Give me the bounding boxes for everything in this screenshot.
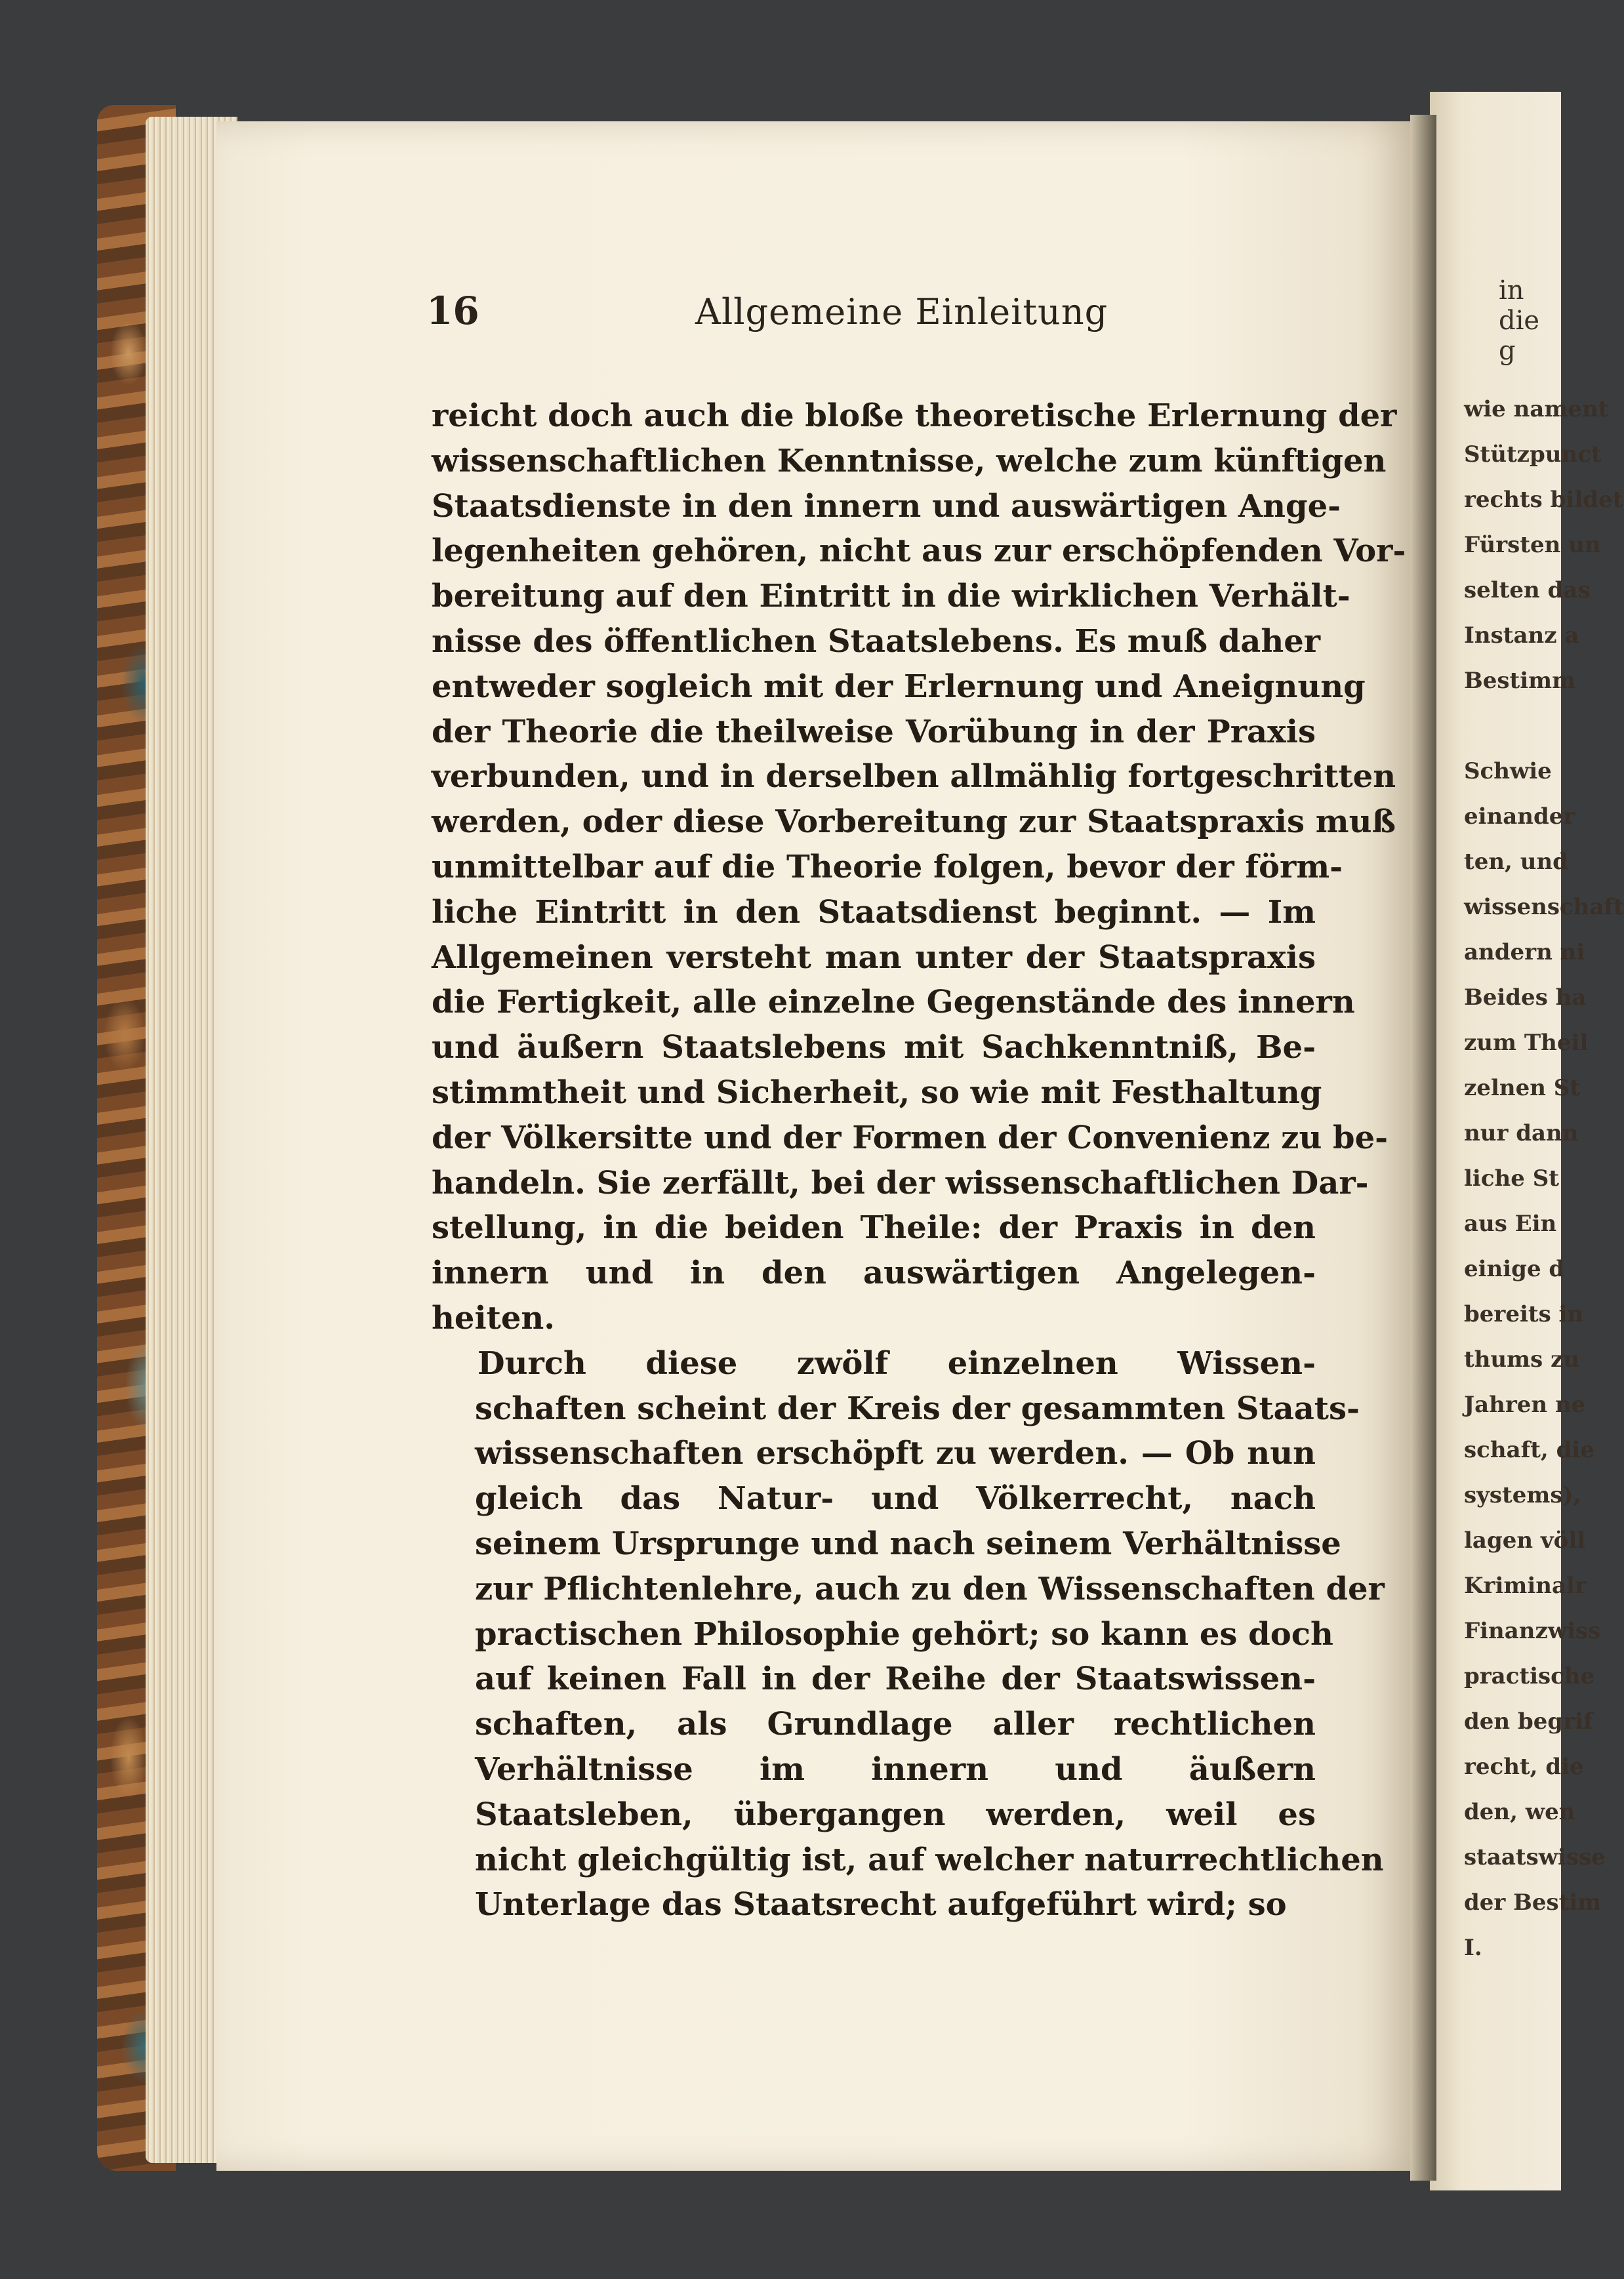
text-line: Allgemeinen versteht man unter der Staatspraxis xyxy=(432,938,1316,976)
text-line: schaften scheint der Kreis der gesammten Staats- xyxy=(475,1390,1360,1427)
text-line: legenheiten gehören, nicht aus zur erschöpfenden Vor- xyxy=(432,533,1406,570)
text-line: stimmtheit und Sicherheit, so wie mit Festhaltung xyxy=(432,1074,1322,1111)
facing-line: Schwie xyxy=(1464,758,1552,784)
facing-line: Finanzwiss xyxy=(1464,1618,1601,1644)
facing-line: practische xyxy=(1464,1663,1595,1689)
facing-line: Beides ha xyxy=(1464,984,1587,1011)
facing-line: nur dann xyxy=(1464,1120,1579,1146)
text-line: Unterlage das Staatsrecht aufgeführt wird; so xyxy=(475,1886,1287,1924)
text-line: entweder sogleich mit der Erlernung und Aneignung xyxy=(432,668,1366,705)
text-line: handeln. Sie zerfällt, bei der wissenschaftlichen Dar- xyxy=(432,1164,1369,1201)
facing-line: einige d xyxy=(1464,1256,1565,1282)
facing-line: Jahren ne xyxy=(1464,1392,1586,1418)
text-line: auf keinen Fall in der Reihe der Staatswissen- xyxy=(475,1661,1316,1698)
text-line: nisse des öffentlichen Staatslebens. Es muß daher xyxy=(432,622,1321,660)
page-header xyxy=(426,289,1345,341)
text-line: nicht gleichgültig ist, auf welcher naturrechtlichen xyxy=(475,1841,1384,1878)
text-line: innern und in den auswärtigen Angelegen- xyxy=(432,1255,1316,1292)
facing-line: I. xyxy=(1464,1935,1482,1961)
facing-line: bereits in xyxy=(1464,1301,1584,1327)
text-line: zur Pflichtenlehre, auch zu den Wissenschaften der xyxy=(475,1570,1385,1607)
facing-line: Stützpunct xyxy=(1464,441,1602,468)
page-number: 16 xyxy=(426,289,479,333)
facing-line: Fürsten un xyxy=(1464,532,1601,558)
facing-line: einander xyxy=(1464,803,1575,830)
text-line: wissenschaftlichen Kenntnisse, welche zum künftigen xyxy=(432,442,1387,479)
facing-line: liche St xyxy=(1464,1165,1559,1192)
text-line: unmittelbar auf die Theorie folgen, bevor der förm- xyxy=(432,848,1343,885)
facing-line xyxy=(1464,704,1569,749)
facing-page-head: in die g xyxy=(1499,275,1540,366)
facing-line: staatswisse xyxy=(1464,1844,1606,1870)
text-line: werden, oder diese Vorbereitung zur Staatspraxis muß xyxy=(432,803,1396,841)
text-line: bereitung auf den Eintritt in die wirklichen Verhält- xyxy=(432,578,1350,615)
facing-line: systems), xyxy=(1464,1482,1581,1508)
book-gutter xyxy=(1410,115,1436,2181)
text-line: reicht doch auch die bloße theoretische Erlernung der xyxy=(432,397,1397,434)
text-line: die Fertigkeit, alle einzelne Gegenstände des innern xyxy=(432,984,1355,1021)
facing-line: den, wen xyxy=(1464,1799,1575,1825)
text-line: gleich das Natur- und Völkerrecht, nach xyxy=(475,1480,1316,1518)
text-line: und äußern Staatslebens mit Sachkenntniß, Be- xyxy=(432,1029,1316,1066)
facing-line: wissenschaft xyxy=(1464,894,1624,920)
text-line: wissenschaften erschöpft zu werden. — Ob nun xyxy=(475,1435,1316,1472)
facing-line: selten das xyxy=(1464,577,1591,603)
text-line: Staatsdienste in den innern und auswärtigen Ange- xyxy=(432,487,1341,525)
text-line: der Theorie die theilweise Vorübung in der Praxis xyxy=(432,713,1316,750)
text-line: verbunden, und in derselben allmählig fortgeschritten xyxy=(432,758,1396,796)
facing-line: Instanz a xyxy=(1464,622,1579,649)
facing-line: Kriminalr xyxy=(1464,1573,1587,1599)
text-line: schaften, als Grundlage aller rechtlichen xyxy=(475,1706,1316,1743)
facing-line: rechts bildet xyxy=(1464,487,1623,513)
facing-line: thums zu xyxy=(1464,1346,1580,1373)
facing-line: ten, und xyxy=(1464,849,1568,875)
running-head: Allgemeine Einleitung xyxy=(695,291,1108,333)
body-text xyxy=(432,393,1406,1927)
facing-line: lagen völl xyxy=(1464,1527,1586,1554)
facing-line: aus Ein xyxy=(1464,1211,1557,1237)
facing-line: zum Theil xyxy=(1464,1030,1589,1056)
text-line: Durch diese zwölf einzelnen Wissen- xyxy=(477,1344,1316,1382)
text-line: practischen Philosophie gehört; so kann es doch xyxy=(475,1615,1333,1653)
text-line: stellung, in die beiden Theile: der Praxis in den xyxy=(432,1209,1316,1247)
text-line: liche Eintritt in den Staatsdienst beginnt. — Im xyxy=(432,893,1316,931)
facing-line: Bestimm xyxy=(1464,668,1576,694)
facing-page-text xyxy=(1464,387,1624,1971)
text-line: Staatsleben, übergangen werden, weil es xyxy=(475,1796,1316,1833)
facing-line: wie nament xyxy=(1464,396,1609,422)
text-line: heiten. xyxy=(432,1299,555,1337)
facing-line: den begrif xyxy=(1464,1708,1593,1735)
paragraph-2 xyxy=(432,1341,1385,1927)
paragraph-1 xyxy=(432,393,1406,1341)
facing-line: zelnen St xyxy=(1464,1075,1581,1101)
text-line: seinem Ursprunge und nach seinem Verhältnisse xyxy=(475,1525,1341,1562)
text-line: Verhältnisse im innern und äußern xyxy=(475,1750,1316,1788)
facing-line: andern ni xyxy=(1464,939,1585,965)
facing-line: der Bestim xyxy=(1464,1889,1602,1916)
facing-line: recht, die xyxy=(1464,1754,1584,1780)
facing-line: schaft, die xyxy=(1464,1437,1594,1463)
text-line: der Völkersitte und der Formen der Convenienz zu be- xyxy=(432,1119,1389,1156)
